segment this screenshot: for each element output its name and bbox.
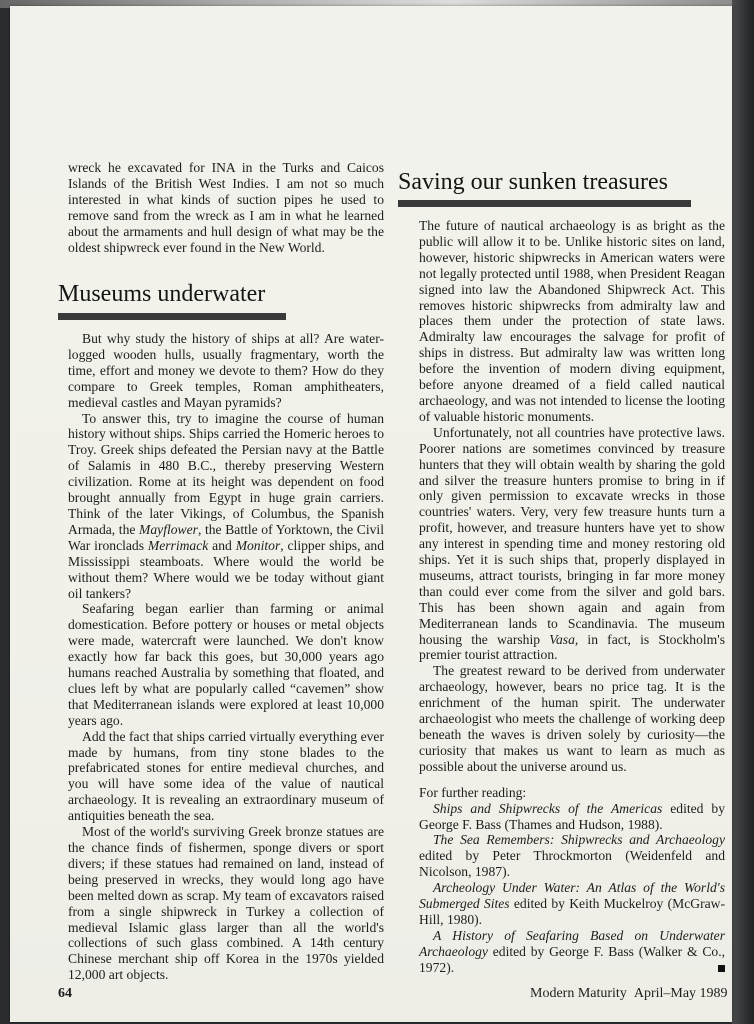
paragraph: Unfortunately, not all countries have protective laws. Poorer nations are sometimes convinced by treasure hunters that they will obtain wealth by sharing the gold and silver the treasure hunters promise to bring in if only given permission to excavate wrecks in those countries' waters. Very, very few treasure hunts turn a profit, however, and treasure hunters have yet to show any interest in spending time and money restoring old ships. Yet it is such ships that, properly displayed in museums, attract tourists, bringing in far more money than could ever come from the silver and gold bars. This has been shown again and again from Mediterranean lands to Scandinavia. The museum housing the warship Vasa, in fact, is Stockholm's premier tourist attraction.: [419, 424, 725, 663]
intro-paragraph: wreck he excavated for INA in the Turks and Caicos Islands of the British West Indies. I am not so much interested in what kinds of suction pipes he used to remove sand from the wreck as I am in what he learned about the armaments and hull design of what may be the oldest shipwreck ever found in the New World.: [68, 160, 384, 255]
reference-item: The Sea Remembers: Shipwrecks and Archaeology edited by Peter Throckmorton (Weidenfeld and Nicolson, 1987).: [419, 832, 725, 880]
heading-museums-underwater: Museums underwater: [58, 281, 266, 307]
paragraph: The greatest reward to be derived from underwater archaeology, however, bears no price tag. It is the enrichment of the human spirit. The underwater archaeologist who meets the challenge of working deep beneath the waves is driven solely by curiosity—the curiosity that makes us want to learn as much as possible about the universe around us.: [419, 663, 725, 774]
end-of-article-mark: [718, 965, 725, 972]
heading-rule-left: [58, 313, 286, 320]
left-column-body: [68, 331, 384, 983]
page-number: 64: [58, 986, 72, 1001]
reference-item: Ships and Shipwrecks of the Americas edited by George F. Bass (Thames and Hudson, 1988).: [419, 800, 726, 832]
paragraph: Most of the world's surviving Greek bronze statues are the chance finds of fishermen, sponge divers or sport divers; if these statues had remained on land, instead of being preserved in wrecks, they would long ago have been melted down as scrap. My team of excavators raised from a single shipwreck in Turkey a collection of medieval Islamic glass larger than all the world's collections of such glass combined. A 14th century Chinese merchant ship off Korea in the 1970s yielded 12,000 art objects.: [68, 824, 384, 983]
paragraph: To answer this, try to imagine the course of human history without ships. Ships carried the Homeric heroes to Troy. Greek ships defeated the Persian navy at the Battle of Salamis in 480 B.C., thereby preserving Western civilization. Rome at its height was dependent on food brought annually from Egypt in huge grain carriers. Think of the later Vikings, of Columbus, the Spanish Armada, the Mayflower, the Battle of Yorktown, the Civil War ironclads Merrimack and Monitor, clipper ships, and Mississippi steamboats. Where would the world be without them? Where would we be today without giant oil tankers?: [68, 410, 385, 601]
publication-footer: [530, 986, 728, 1002]
paragraph: The future of nautical archaeology is as bright as the public will allow it to be. Unlike historic sites on land, however, historic shipwrecks in American waters were not legally protected until 1988, when President Reagan signed into law the Abandoned Shipwreck Act. This removes historic shipwrecks from admiralty law and places them under the protection of state laws. Admiralty law encourages the salvage for profit of ships in distress. But admiralty law was written long before the invention of modern diving equipment, before anyone dreamed of a field called nautical archaeology, and was not intended to license the looting of valuable historic monuments.: [419, 218, 725, 424]
paragraph: Add the fact that ships carried virtually everything ever made by humans, from tiny stone blades to the prefabricated stones for entire medieval churches, and you will have some idea of the value of nautical archaeology. It is revealing an extraordinary museum of antiquities beneath the sea.: [68, 728, 384, 824]
heading-rule-right: [398, 200, 691, 207]
reference-item: Archeology Under Water: An Atlas of the World's Submerged Sites edited by Keith Muckelroy (McGraw-Hill, 1980).: [419, 880, 725, 927]
heading-saving-sunken-treasures: Saving our sunken treasures: [398, 169, 668, 195]
further-reading-label: For further reading:: [419, 784, 527, 800]
paragraph: But why study the history of ships at all? Are water-logged wooden hulls, usually fragmentary, worth the time, effort and money we devote to them? How do they compare to Greek temples, Roman amphitheaters, medieval castles and Mayan pyramids?: [68, 331, 384, 410]
right-column: [419, 218, 725, 976]
paragraph: Seafaring began earlier than farming or animal domestication. Before pottery or houses or metal objects were made, watercraft were launched. We don't know exactly how far back this goes, but 30,000 years ago humans reached Australia by something that floated, and clues left by what are popularly called “cavemen” show that Mediterranean islands were explored at least 10,000 years ago.: [68, 601, 384, 728]
reference-item: A History of Seafaring Based on Underwater Archaeology edited by George F. Bass (Walker & Co., 1972).: [419, 927, 725, 975]
left-column: [68, 160, 384, 255]
issue-date: April–May 1989: [633, 986, 728, 1001]
scan-right-edge: [732, 0, 754, 1024]
further-reading: [419, 785, 725, 976]
publication-name: Modern Maturity: [530, 986, 627, 1001]
